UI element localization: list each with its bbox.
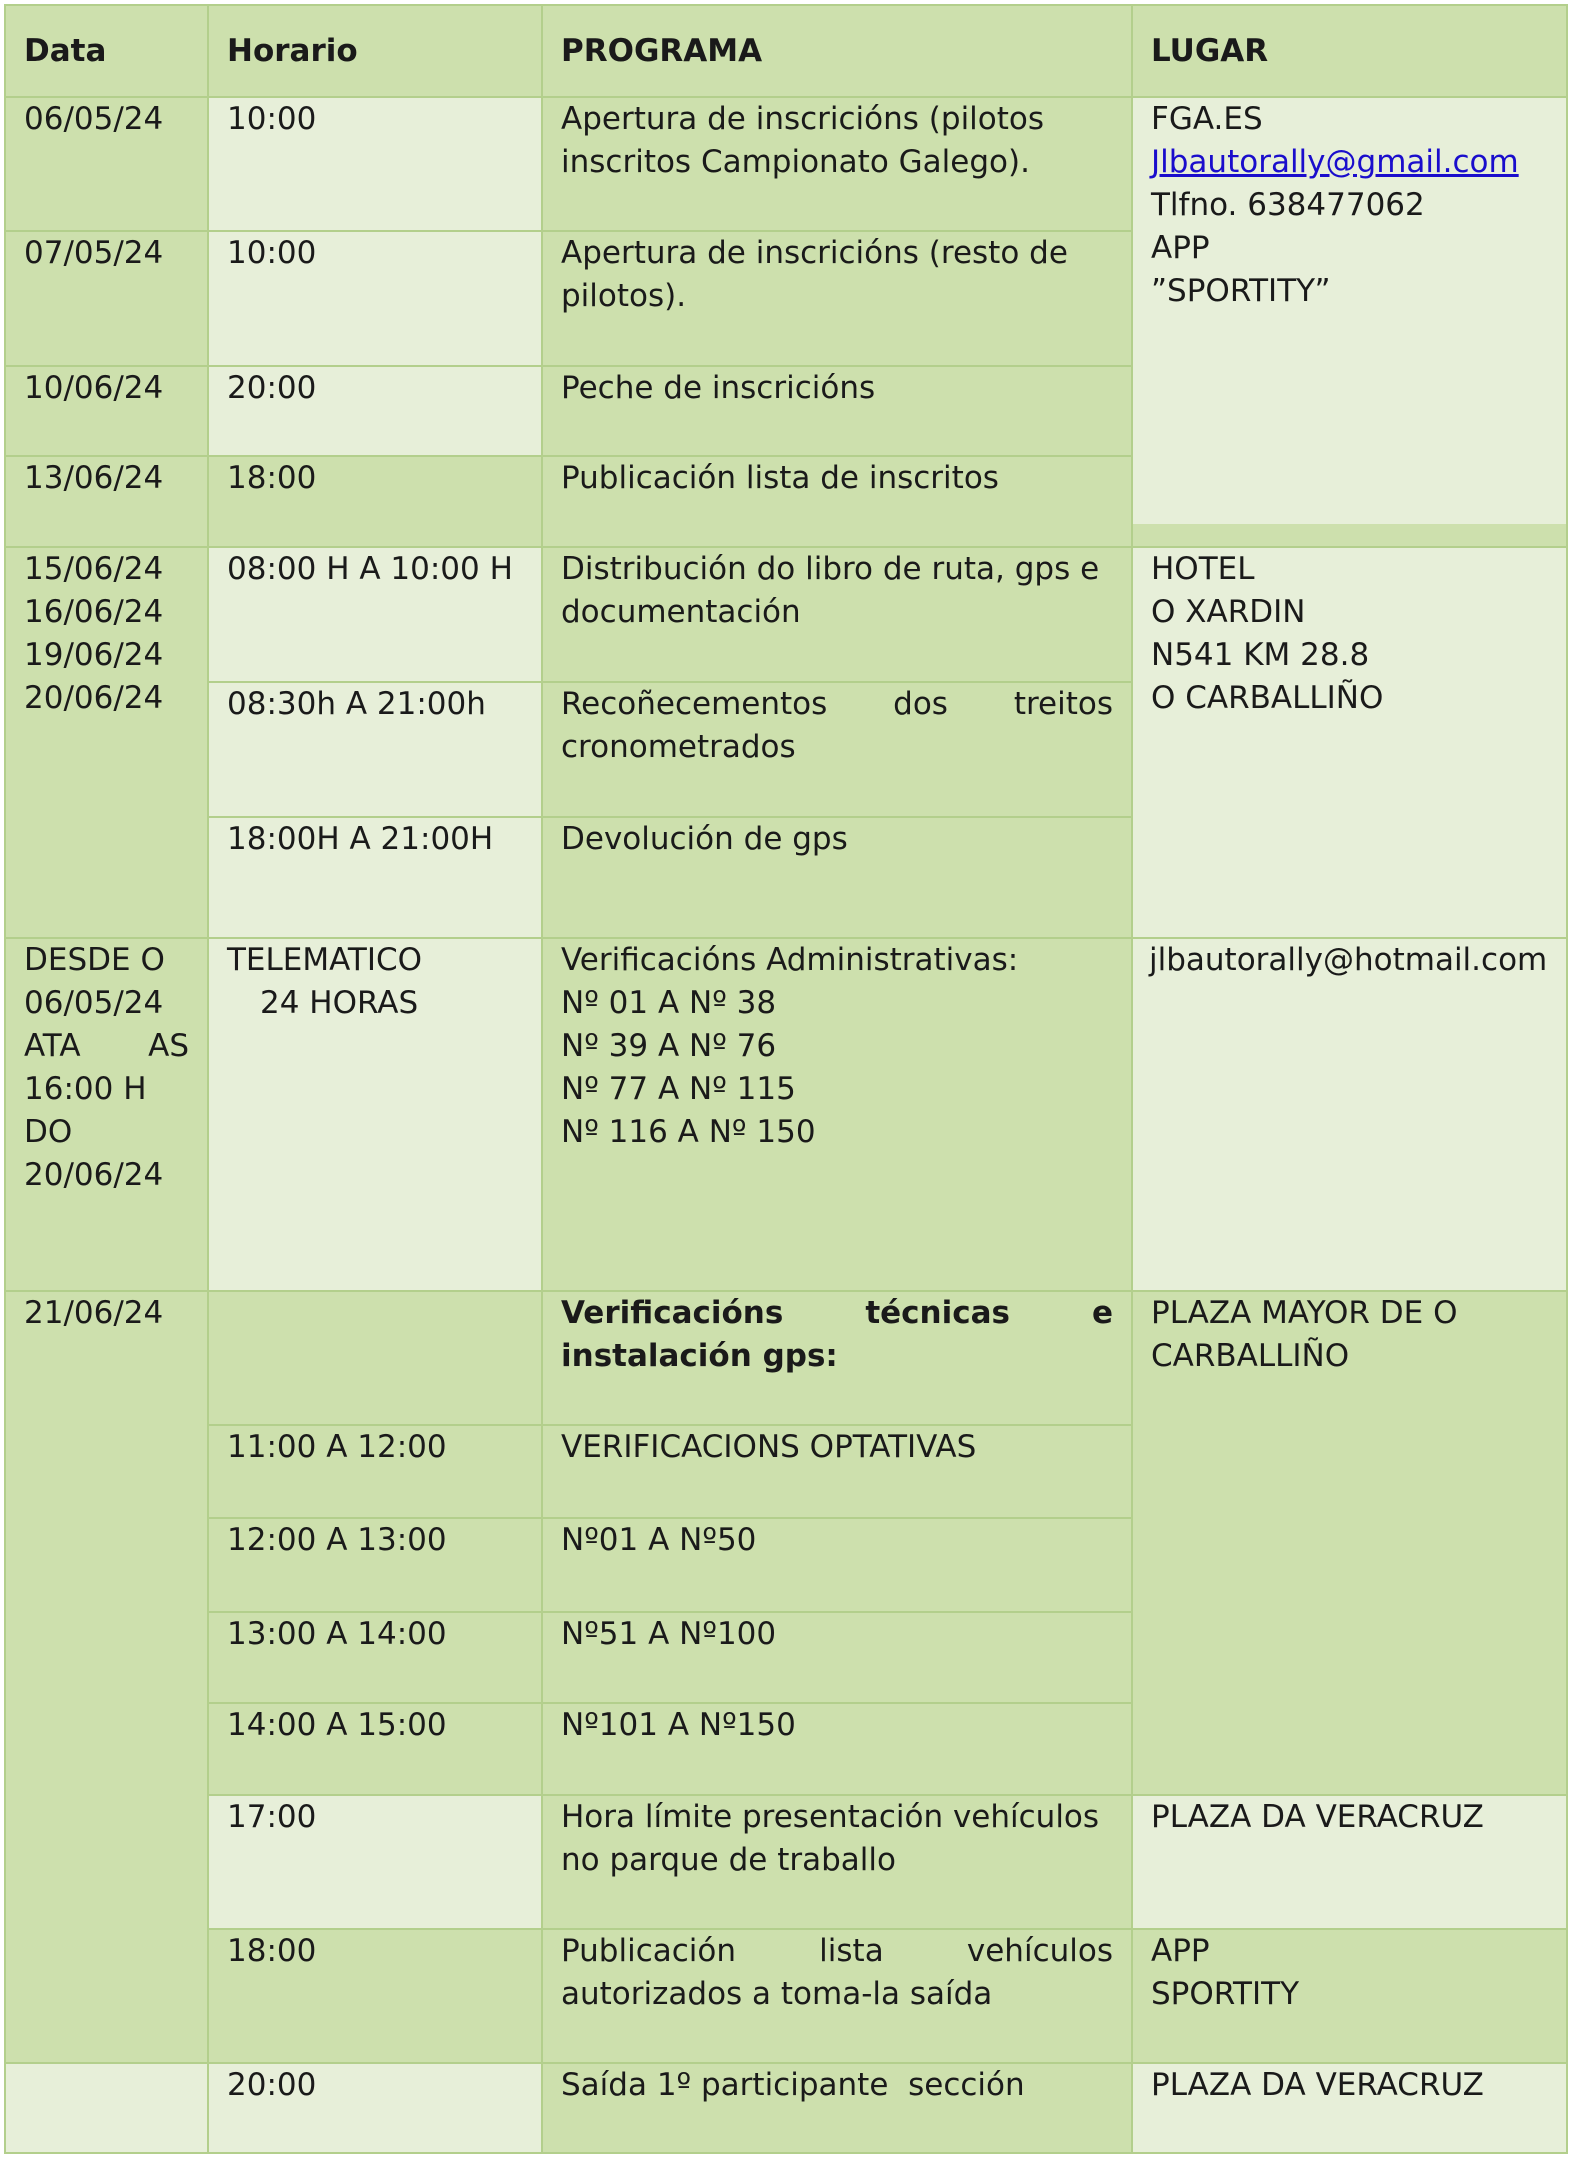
program-cell: VERIFICACIONS OPTATIVAS <box>542 1425 1132 1518</box>
date-line: 16/06/24 <box>24 594 164 631</box>
program-cell-multi <box>542 1929 1132 2063</box>
date-line: 16:00 H <box>24 1071 147 1108</box>
lugar-inscriptions-cell <box>1132 97 1567 547</box>
date-cell: 06/05/24 <box>5 97 208 231</box>
program-cell: Apertura de inscricións (pilotos inscritos Campionato Galego). <box>542 97 1132 231</box>
date-line: 19/06/24 <box>24 637 164 674</box>
lugar-line: HOTEL <box>1151 551 1255 588</box>
table-row <box>5 97 1567 231</box>
lugar-line: O CARBALLIÑO <box>1151 680 1384 717</box>
time-cell: 14:00 A 15:00 <box>208 1703 542 1795</box>
time-cell: 11:00 A 12:00 <box>208 1425 542 1518</box>
date-cell: 13/06/24 <box>5 456 208 547</box>
lugar-cell: PLAZA DA VERACRUZ <box>1132 2063 1567 2153</box>
date-line: DESDE O <box>24 942 165 979</box>
lugar-fga: FGA.ES <box>1151 101 1263 138</box>
date-line: 06/05/24 <box>24 985 164 1022</box>
time-line: 24 HORAS <box>260 985 419 1022</box>
program-line: Nº 01 A Nº 38 <box>561 985 777 1022</box>
program-cell: Peche de inscricións <box>542 366 1132 456</box>
program-cell: Nº51 A Nº100 <box>542 1612 1132 1703</box>
program-line: Verificacións Administrativas: <box>561 942 1019 979</box>
date-line: 20/06/24 <box>24 680 164 717</box>
lugar-app: APP <box>1151 230 1210 267</box>
lugar-hotel-cell <box>1132 547 1567 938</box>
time-line: TELEMATICO <box>227 942 423 979</box>
program-line: Nº 77 A Nº 115 <box>561 1071 796 1108</box>
time-cell: 10:00 <box>208 97 542 231</box>
time-cell: 13:00 A 14:00 <box>208 1612 542 1703</box>
program-cell: Nº01 A Nº50 <box>542 1518 1132 1612</box>
program-line: autorizados a toma-la saída <box>561 1975 993 2012</box>
program-cell-multi <box>542 938 1132 1290</box>
cell-band <box>1133 524 1566 546</box>
lugar-cell: PLAZA DA VERACRUZ <box>1132 1795 1567 1929</box>
table-row <box>5 547 1567 682</box>
date-line: 15/06/24 <box>24 551 164 588</box>
time-cell: 18:00 <box>208 1929 542 2063</box>
col-header-programa: PROGRAMA <box>542 5 1132 97</box>
program-cell: Apertura de inscricións (resto de pilotos). <box>542 231 1132 366</box>
program-cell <box>542 682 1132 817</box>
program-line: Nº 116 A Nº 150 <box>561 1114 816 1151</box>
program-cell: Distribución do libro de ruta, gps e documentación <box>542 547 1132 682</box>
program-cell: Publicación lista de inscritos <box>542 456 1132 547</box>
program-cell: Nº101 A Nº150 <box>542 1703 1132 1795</box>
time-cell-empty <box>208 1291 542 1425</box>
time-cell: 20:00 <box>208 366 542 456</box>
lugar-hotmail-cell: jlbautorally@hotmail.com <box>1132 938 1567 1290</box>
program-line: Recoñecementos dos treitos <box>561 686 1113 723</box>
time-cell: 08:00 H A 10:00 H <box>208 547 542 682</box>
date-cell: 07/05/24 <box>5 231 208 366</box>
program-line: Nº 39 A Nº 76 <box>561 1028 777 1065</box>
date-cell-empty <box>5 2063 208 2153</box>
program-line: Publicación lista vehículos <box>561 1932 1113 1969</box>
program-cell: Saída 1º participante sección <box>542 2063 1132 2153</box>
program-line: cronometrados <box>561 729 796 766</box>
date-cell-multi <box>5 938 208 1290</box>
table-row <box>5 938 1567 1290</box>
program-cell-header <box>542 1291 1132 1425</box>
table-row <box>5 1795 1567 1929</box>
date-cell-multi <box>5 547 208 938</box>
date-line: DO <box>24 1114 73 1151</box>
program-line: instalación gps: <box>561 1337 838 1374</box>
time-cell: 18:00H A 21:00H <box>208 817 542 938</box>
lugar-cell-multi <box>1132 1929 1567 2063</box>
table-row <box>5 2063 1567 2153</box>
schedule-table <box>4 4 1568 2154</box>
col-header-lugar: LUGAR <box>1132 5 1567 97</box>
col-header-data: Data <box>5 5 208 97</box>
program-cell: Devolución de gps <box>542 817 1132 938</box>
lugar-phone: Tlfno. 638477062 <box>1151 187 1425 224</box>
lugar-line: SPORTITY <box>1151 1975 1300 2012</box>
program-line: Verificacións técnicas e <box>561 1294 1113 1331</box>
date-cell: 10/06/24 <box>5 366 208 456</box>
time-cell: 17:00 <box>208 1795 542 1929</box>
lugar-line: N541 KM 28.8 <box>1151 637 1370 674</box>
time-cell: 08:30h A 21:00h <box>208 682 542 817</box>
time-cell: 12:00 A 13:00 <box>208 1518 542 1612</box>
time-cell-multi <box>208 938 542 1290</box>
time-cell: 10:00 <box>208 231 542 366</box>
lugar-plaza-mayor-cell: PLAZA MAYOR DE O CARBALLIÑO <box>1132 1291 1567 1795</box>
table-row <box>5 1929 1567 2063</box>
table-row <box>5 1291 1567 1425</box>
time-cell: 18:00 <box>208 456 542 547</box>
date-line: 20/06/24 <box>24 1157 164 1194</box>
date-cell: 21/06/24 <box>5 1291 208 2063</box>
lugar-line: APP <box>1151 1932 1210 1969</box>
date-line: ATA AS <box>24 1028 189 1065</box>
header-row <box>5 5 1567 97</box>
time-cell: 20:00 <box>208 2063 542 2153</box>
lugar-sportity: ”SPORTITY” <box>1151 273 1331 310</box>
col-header-horario: Horario <box>208 5 542 97</box>
email-link[interactable]: Jlbautorally@gmail.com <box>1151 144 1519 181</box>
program-cell: Hora límite presentación vehículos no parque de traballo <box>542 1795 1132 1929</box>
lugar-line: O XARDIN <box>1151 594 1306 631</box>
